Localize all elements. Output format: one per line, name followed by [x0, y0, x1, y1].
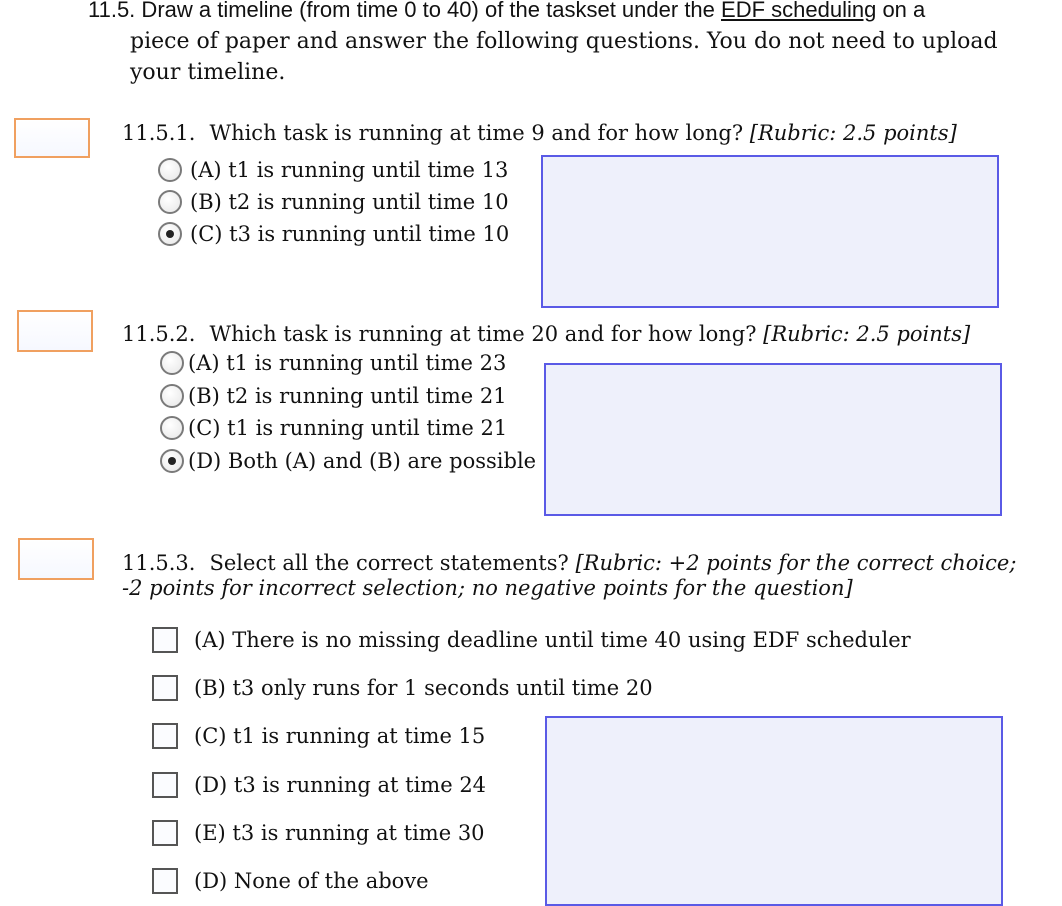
q2-option-c[interactable]: (C) t1 is running until time 21 [160, 415, 507, 441]
radio-button[interactable] [160, 384, 184, 408]
q1-prompt [122, 120, 957, 146]
intro-text-a: Draw a timeline (from time 0 to 40) of the taskset under the [135, 0, 722, 22]
intro-text-b: on a [876, 0, 926, 22]
q1-answer-field[interactable] [541, 155, 999, 308]
checkbox[interactable] [152, 675, 178, 701]
q3-option-a[interactable]: (A) There is no missing deadline until time 40 using EDF scheduler [152, 627, 911, 653]
q3-option-b[interactable]: (B) t3 only runs for 1 seconds until time 20 [152, 675, 653, 701]
checkbox[interactable] [152, 868, 178, 894]
q2-option-b[interactable]: (B) t2 is running until time 21 [160, 383, 507, 409]
score-input-q1[interactable] [14, 118, 90, 158]
checkbox[interactable] [152, 772, 178, 798]
checkbox[interactable] [152, 723, 178, 749]
q3-rubric-line-2: -2 points for incorrect selection; no negative points for the question] [122, 576, 853, 600]
q1-option-c[interactable]: (C) t3 is running until time 10 [158, 221, 509, 247]
checkbox[interactable] [152, 627, 178, 653]
question-intro [88, 0, 1048, 88]
q3-answer-field[interactable] [545, 716, 1003, 906]
q2-option-a[interactable]: (A) t1 is running until time 23 [160, 350, 506, 376]
q2-option-d[interactable]: (D) Both (A) and (B) are possible [160, 448, 536, 474]
q3-text: Select all the correct statements? [209, 551, 569, 575]
q2-number: 11.5.2. [122, 322, 196, 346]
q3-option-f[interactable]: (D) None of the above [152, 868, 429, 894]
intro-line-2: piece of paper and answer the following questions. You do not need to upload [130, 29, 998, 54]
q2-answer-field[interactable] [544, 363, 1002, 516]
radio-button[interactable] [158, 158, 182, 182]
q2-rubric: [Rubric: 2.5 points] [763, 322, 971, 346]
q3-rubric-line-2-wrap [122, 575, 853, 601]
radio-button[interactable] [160, 416, 184, 440]
edf-scheduling-link[interactable]: EDF scheduling [721, 0, 877, 22]
radio-button[interactable] [160, 351, 184, 375]
q1-number: 11.5.1. [122, 121, 196, 145]
intro-line-3: your timeline. [130, 60, 286, 85]
question-number: 11.5. [88, 0, 136, 22]
q1-text: Which task is running at time 9 and for how long? [209, 121, 744, 145]
q3-number: 11.5.3. [122, 551, 196, 575]
q3-option-d[interactable]: (D) t3 is running at time 24 [152, 772, 486, 798]
radio-button[interactable] [158, 190, 182, 214]
q3-rubric-line-1: [Rubric: +2 points for the correct choice; [575, 551, 1017, 575]
q3-prompt [122, 550, 1016, 576]
radio-button-selected[interactable] [160, 449, 184, 473]
q2-text: Which task is running at time 20 and for how long? [209, 322, 757, 346]
score-input-q2[interactable] [17, 310, 93, 352]
q3-option-e[interactable]: (E) t3 is running at time 30 [152, 820, 485, 846]
q3-option-c[interactable]: (C) t1 is running at time 15 [152, 723, 485, 749]
score-input-q3[interactable] [18, 538, 94, 580]
q1-option-a[interactable]: (A) t1 is running until time 13 [158, 157, 508, 183]
radio-button-selected[interactable] [158, 222, 182, 246]
q2-prompt [122, 321, 970, 347]
q1-rubric: [Rubric: 2.5 points] [749, 121, 957, 145]
q1-option-b[interactable]: (B) t2 is running until time 10 [158, 189, 509, 215]
checkbox[interactable] [152, 820, 178, 846]
